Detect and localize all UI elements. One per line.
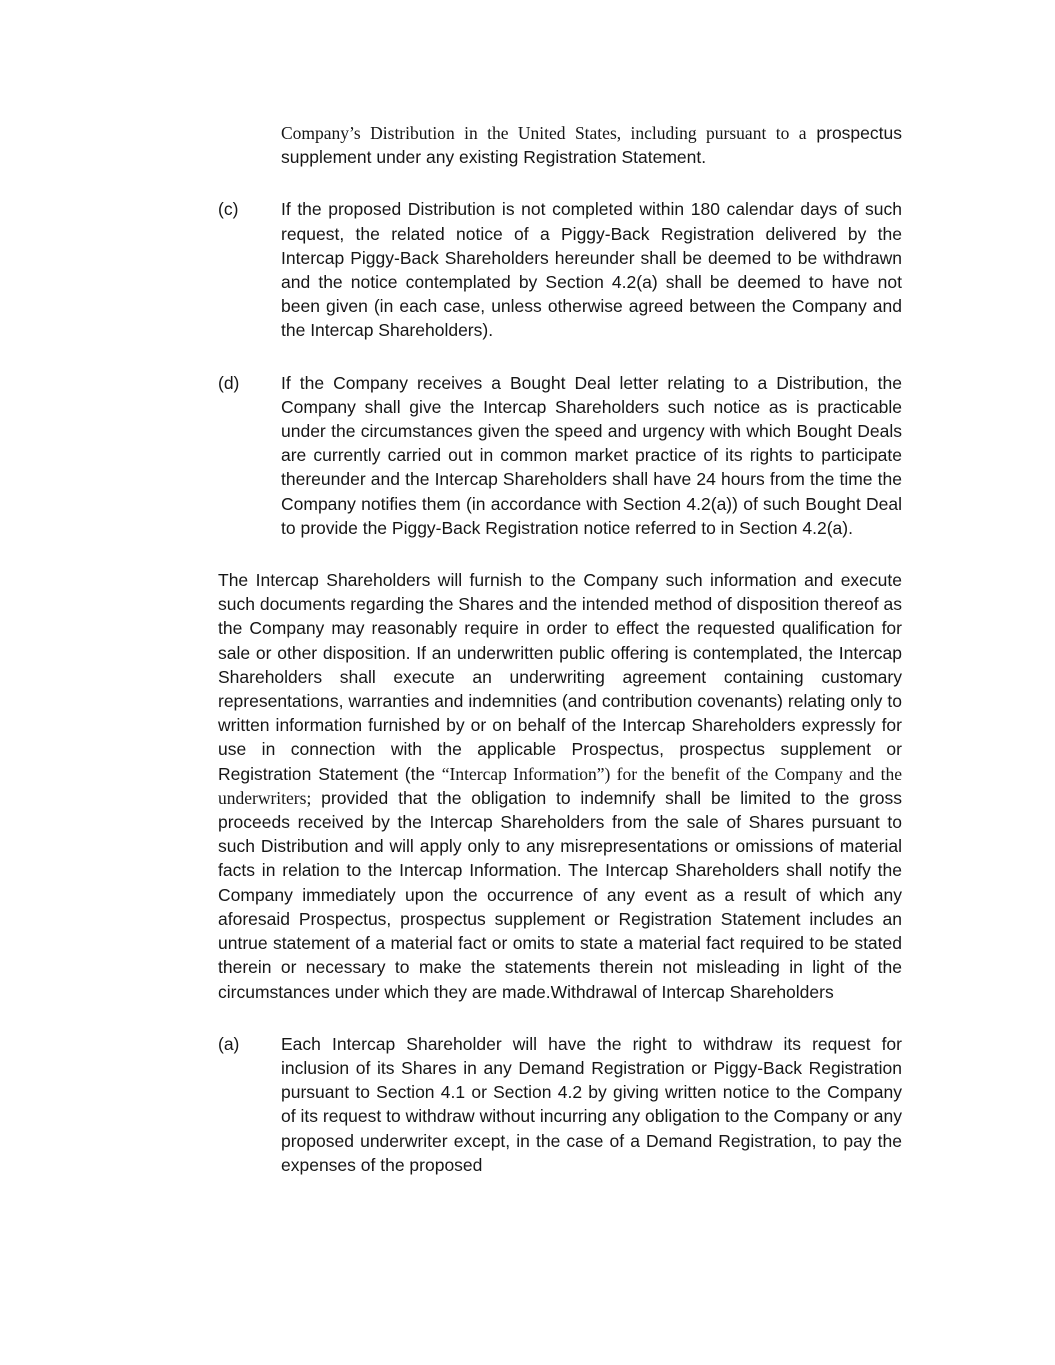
intro-continuation-paragraph <box>281 121 902 169</box>
list-item-text: If the proposed Distribution is not completed within 180 calendar days of such request, the related notice of a Piggy-Back Registration delivered by the Intercap Piggy-Back Shareholders hereunder shall be deemed to be withdrawn and the notice contemplated by Section 4.2(a) shall be deemed to have not been given (in each case, unless otherwise agreed between the Company and the Intercap Shareholders). <box>281 199 902 341</box>
intro-sans-segment: prospectus supplement under any existing Registration Statement. <box>281 123 902 168</box>
list-item-c <box>218 197 902 342</box>
list-item-d <box>218 371 902 540</box>
intro-serif-segment: Company’s Distribution in the United States, including pursuant to a <box>281 123 807 143</box>
list-item-label: (a) <box>218 1033 240 1054</box>
document-content <box>218 121 902 1177</box>
body-paragraph <box>218 568 902 1004</box>
body-segment-2: provided that the obligation to indemnify shall be limited to the gross proceeds received by the Intercap Shareholders from the sale of Shares pursuant to such Distribution and will apply only to any misrepresentations or omissions of material facts in relation to the Intercap Information. The Intercap Shareholders shall notify the Company immediately upon the occurrence of any event as a result of which any aforesaid Prospectus, prospectus supplement or Registration Statement includes an untrue statement of a material fact or omits to state a material fact required to be stated therein or necessary to make the statements therein not misleading in light of the circumstances under which they are made.Withdrawal of Intercap Shareholders <box>218 787 902 1002</box>
list-item-label: (d) <box>218 372 240 393</box>
body-segment-1: The Intercap Shareholders will furnish to the Company such information and execute such documents regarding the Shares and the intended method of disposition thereof as the Company may reasonably require in order to effect the requested qualification for sale or other disposition. If an underwritten public offering is contemplated, the Intercap Shareholders shall execute an underwriting agreement containing customary representations, warranties and indemnities (and contribution covenants) relating only to written information furnished by or on behalf of the Intercap Shareholders expressly for use in connection with the applicable Prospectus, prospectus supplement or Registration Statement (the <box>218 570 902 784</box>
body-serif-segment: “Intercap Information”) for the benefit of the Company and the underwriters; <box>218 763 903 808</box>
list-item-label: (c) <box>218 199 239 220</box>
list-item-text: If the Company receives a Bought Deal letter relating to a Distribution, the Company shall give the Intercap Shareholders such notice as is practicable under the circumstances given the speed and urgency with which Bought Deals are currently carried out in common market practice of its rights to participate thereunder and the Intercap Shareholders shall have 24 hours from the time the Company notifies them (in accordance with Section 4.2(a)) of such Bought Deal to provide the Piggy-Back Registration notice referred to in Section 4.2(a). <box>281 372 902 538</box>
list-item-text: Each Intercap Shareholder will have the right to withdraw its request for inclusion of its Shares in any Demand Registration or Piggy-Back Registration pursuant to Section 4.1 or Section 4.2 by giving written notice to the Company of its request to withdraw without incurring any obligation to the Company or any proposed underwriter except, in the case of a Demand Registration, to pay the expenses of the proposed <box>281 1033 902 1175</box>
list-item-a <box>218 1032 902 1177</box>
